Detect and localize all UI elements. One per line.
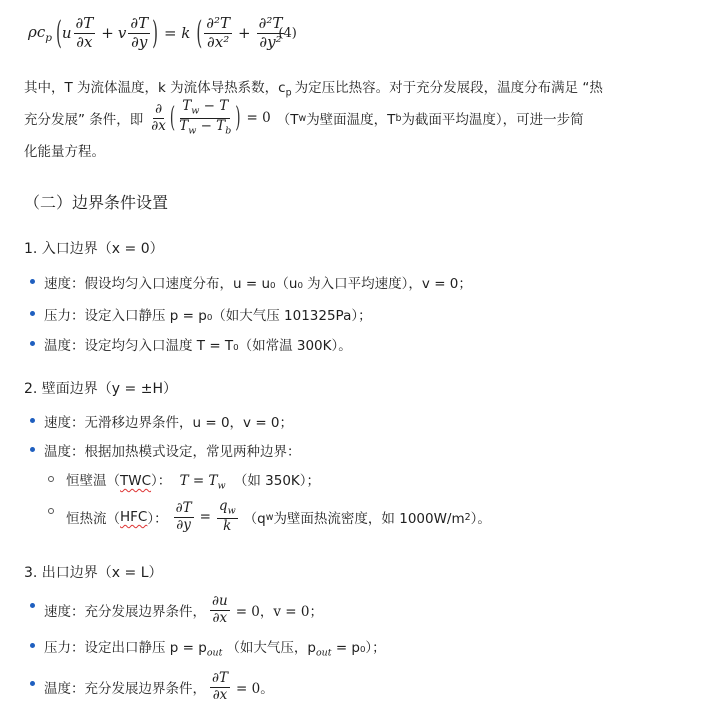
bullet-icon — [30, 447, 35, 452]
outlet-heading: 3. 出口边界（x = L） — [24, 565, 163, 581]
bullet-icon — [30, 418, 35, 423]
bullet-icon — [30, 279, 35, 284]
eq-frac-dTdy: $\frac{\partial T}{\partial y}$ — [130, 14, 149, 51]
outlet-item-temperature: 温度：充分发展边界条件， $\frac{\partial T}{\partial x}$ = 0。 — [44, 669, 274, 703]
bullet-icon — [30, 643, 35, 648]
paragraph-line-1: 其中，T 为流体温度，k 为流体导热系数，$c_p$ 为定压比热容。对于充分发展段，温度分布满足 “热 — [24, 80, 603, 99]
energy-equation: $\rho c_p$ ( u $\frac{\partial T}{\partial x}$ + v $\frac{\partial T}{\partial y}$ ) = k ( $\frac{\text{∂²T}}{\text{∂x²}}$ + $\frac{\text{∂²T}}{\text{∂y²}}$ (4) — [28, 14, 297, 52]
eq-frac-d2Tdx2: $\frac{\text{∂²T}}{\text{∂x²}}$ — [206, 14, 231, 51]
inlet-item-velocity: 速度：假设均匀入口速度分布，u = u₀（u₀ 为入口平均速度），v = 0； — [44, 276, 472, 292]
bullet-icon — [30, 603, 35, 608]
inlet-heading: 1. 入口边界（x = 0） — [24, 241, 164, 257]
wall-sub-hfc: 恒热流（ HFC ）： $\frac{\partial T}{\partial y}$ = $\frac{q_w}{k}$ （q w 为壁面热流密度，如 1000W/m 2 ）。 — [66, 498, 491, 535]
inlet-item-pressure: 压力：设定入口静压 p = p₀（如大气压 101325Pa）； — [44, 308, 372, 324]
twc-abbr: TWC — [120, 473, 152, 489]
sub-bullet-icon — [48, 508, 54, 514]
inlet-item-temperature: 温度：设定均匀入口温度 T = T₀（如常温 300K）。 — [44, 338, 352, 354]
wall-item-velocity: 速度：无滑移边界条件，u = 0，v = 0； — [44, 415, 294, 431]
wall-sub-twc: 恒壁温（TWC）： $T = T_w$ （如 350K）； — [66, 473, 321, 492]
wall-item-temperature: 温度：根据加热模式设定，常见两种边界： — [44, 444, 301, 460]
eq-number: (4) — [278, 25, 297, 41]
wall-heading: 2. 壁面边界（y = ±H） — [24, 381, 177, 397]
hfc-abbr: HFC — [120, 509, 148, 525]
bullet-icon — [30, 311, 35, 316]
paragraph-line-2: 充分发展” 条件，即 $\frac{\partial}{\partial x}$ ( $\frac{T_w - T}{T_w - T_b}$ ) = 0 （T w 为壁面温度，T b 为截面平均温度），可进一步简 — [24, 97, 584, 137]
outlet-item-velocity: 速度：充分发展边界条件， $\frac{\partial u}{\partial x}$ = 0，v = 0； — [44, 592, 323, 626]
bullet-icon — [30, 681, 35, 686]
eq-frac-d2Tdy2: $\frac{\text{∂²T}}{\text{∂y²}}$ — [258, 14, 283, 51]
sub-bullet-icon — [48, 476, 54, 482]
paragraph-line-3: 化能量方程。 — [24, 144, 105, 160]
eq-lhs: $\rho c_p$ — [28, 22, 52, 44]
eq-frac-dTdx: $\frac{\partial T}{\partial x}$ — [75, 14, 94, 51]
outlet-item-pressure: 压力：设定出口静压 $p = p_{out}$ （如大气压，$p_{out} = p_0$）； — [44, 640, 386, 659]
section-heading: （二）边界条件设置 — [24, 193, 169, 212]
bullet-icon — [30, 341, 35, 346]
